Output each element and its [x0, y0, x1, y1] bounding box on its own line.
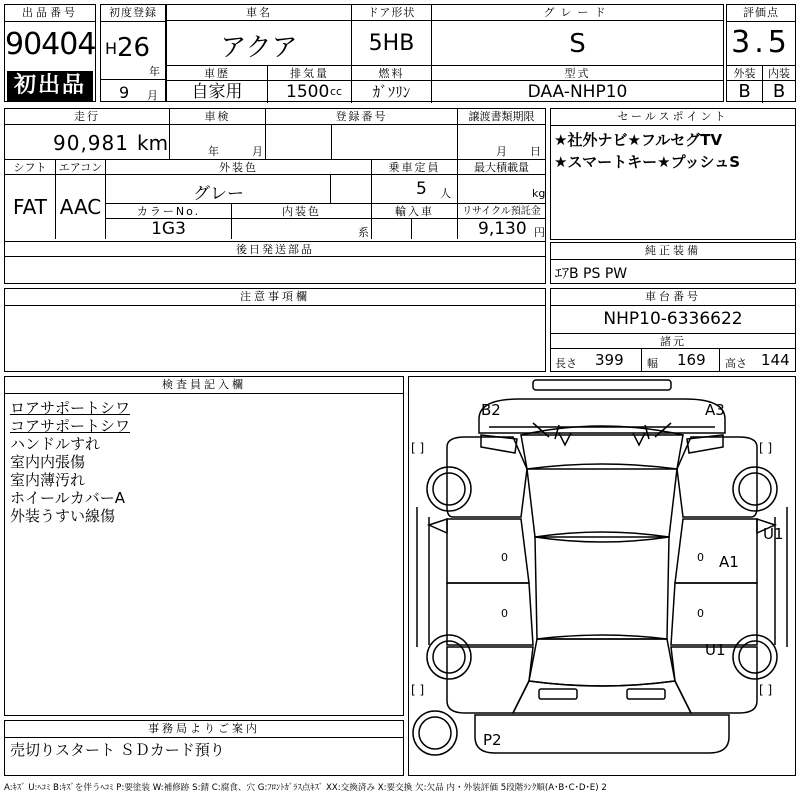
transfer-day-unit: 日 — [530, 145, 541, 158]
registration-cell — [265, 125, 457, 159]
sales-point-line-2: ★スマートキー★プッシュS — [554, 153, 741, 171]
first-registration-label: 初度登録 — [101, 5, 165, 22]
vehicle-info-grid — [166, 4, 724, 102]
load-label: 最大積載量 — [457, 159, 545, 175]
interior-grade-label: 内装 — [762, 65, 795, 81]
capacity-unit: 人 — [440, 187, 451, 200]
genuine-equipment-box — [550, 242, 796, 284]
grade-label: グレード — [431, 5, 723, 21]
zero-right-front: 0 — [697, 551, 704, 564]
year-unit: 年 — [149, 65, 160, 78]
inspection-cell — [169, 125, 265, 159]
model-value: DAA-NHP10 — [431, 81, 723, 103]
history-value: 自家用 — [191, 82, 243, 102]
dims-label: 諸元 — [551, 333, 795, 349]
inspection-year-unit: 年 — [208, 145, 219, 158]
zero-right-rear: 0 — [697, 607, 704, 620]
inspector-box — [4, 376, 404, 716]
recycle-cell — [457, 219, 545, 239]
mark-a3: A3 — [705, 401, 725, 419]
load-cell — [457, 175, 545, 203]
mark-u1-bottom: U1 — [705, 641, 726, 659]
first-registration-box — [100, 4, 166, 102]
grade-value: S — [431, 21, 723, 67]
ext-color-value: グレー — [193, 184, 244, 204]
sales-points-box — [550, 108, 796, 240]
registration-label: 登録番号 — [265, 109, 457, 125]
inspector-line-2: コアサポートシワ — [10, 417, 131, 435]
sales-points-label: セールスポイント — [551, 109, 795, 126]
int-color-cell — [231, 219, 371, 239]
capacity-value: 5 — [416, 179, 427, 199]
import-label: 輸入車 — [371, 203, 457, 219]
chassis-box — [550, 288, 796, 372]
bracket-right-top: [ ] — [759, 441, 773, 455]
chassis-value: NHP10-6336622 — [603, 309, 743, 329]
height-label: 高さ — [725, 357, 747, 370]
inspector-label: 検査員記入欄 — [5, 377, 403, 394]
color-no-label: カラーNo. — [105, 203, 231, 219]
ext-color-cell — [105, 175, 371, 203]
car-name-label: 車名 — [167, 5, 351, 21]
car-name: アクア — [220, 33, 298, 63]
zero-left-front: 0 — [501, 551, 508, 564]
import-cell — [371, 219, 457, 239]
notes-box — [4, 288, 546, 372]
transfer-label: 譲渡書類期限 — [457, 109, 545, 125]
width-label: 幅 — [647, 357, 658, 370]
ac-value: AAC — [55, 175, 105, 239]
mark-b2: B2 — [481, 401, 501, 419]
load-unit: kg — [532, 187, 546, 200]
inspector-line-7: 外装うすい線傷 — [10, 507, 116, 525]
mileage-cell — [5, 125, 169, 159]
displacement-label: 排気量 — [267, 65, 351, 81]
recycle-label: リサイクル預託金 — [457, 203, 545, 219]
capacity-cell — [371, 175, 457, 203]
mark-u1-top: U1 — [763, 525, 784, 543]
exterior-grade: B — [738, 81, 751, 102]
recycle-unit: 円 — [534, 226, 545, 239]
later-parts-label: 後日発送部品 — [5, 241, 545, 257]
displacement-unit: cc — [330, 85, 343, 98]
width-value: 169 — [677, 351, 706, 369]
office-box — [4, 720, 404, 776]
inspection-month-unit: 月 — [252, 145, 263, 158]
lot-number-box — [4, 4, 96, 102]
sales-point-line-1: ★社外ナビ★フルセグTV — [554, 131, 723, 149]
office-label: 事務局よりご案内 — [5, 721, 403, 738]
inspector-line-6: ホイールカバーA — [10, 489, 125, 507]
ac-label: エアコン — [55, 159, 105, 175]
era: H — [105, 39, 118, 58]
shift-value: FAT — [12, 195, 47, 219]
car-outline — [409, 377, 795, 775]
recycle-value: 9,130 — [478, 219, 527, 239]
height-value: 144 — [761, 351, 790, 369]
fuel-label: 燃料 — [351, 65, 431, 81]
inspector-line-4: 室内内張傷 — [10, 453, 86, 471]
displacement-value: 1500 — [286, 82, 330, 102]
fuel-value: ｶﾞｿﾘﾝ — [351, 81, 431, 103]
ext-color-label: 外装色 — [105, 159, 371, 175]
chassis-label: 車台番号 — [551, 289, 795, 306]
shift-label: シフト — [5, 159, 55, 175]
mark-p2: P2 — [483, 731, 502, 749]
model-label: 型式 — [431, 65, 723, 81]
inspector-line-5: 室内薄汚れ — [10, 471, 86, 489]
mileage-value: 90,981 — [53, 131, 129, 155]
transfer-month-unit: 月 — [496, 145, 507, 158]
notes-label: 注意事項欄 — [5, 289, 545, 306]
length-label: 長さ — [555, 357, 577, 370]
transfer-cell — [457, 125, 545, 159]
door-value: 5HB — [351, 21, 431, 67]
month-unit: 月 — [147, 89, 158, 102]
length-value: 399 — [595, 351, 624, 369]
details-grid — [4, 108, 546, 284]
inspector-line-1: ロアサポートシワ — [10, 399, 131, 417]
mileage-label: 走行 — [5, 109, 169, 125]
office-value: 売切りスタート ＳＤカード預り — [10, 741, 225, 759]
mark-a1: A1 — [719, 553, 739, 571]
exterior-grade-label: 外装 — [727, 65, 762, 81]
lot-number: 90404 — [5, 27, 96, 62]
color-no-value: 1G3 — [105, 219, 231, 239]
history-label: 車歴 — [167, 65, 267, 81]
mileage-unit: km — [137, 131, 169, 155]
bracket-left-bottom: [ ] — [411, 683, 425, 697]
door-label: ドア形状 — [351, 5, 431, 21]
score-box — [726, 4, 796, 102]
bracket-right-bottom: [ ] — [759, 683, 773, 697]
month: 9 — [119, 83, 130, 102]
dims-row — [551, 349, 795, 371]
year: 26 — [117, 33, 151, 63]
int-color-unit: 系 — [358, 226, 369, 239]
score-label: 評価点 — [727, 5, 795, 22]
lot-number-label: 出品番号 — [5, 5, 95, 22]
legend: A:ｷｽﾞ U:ﾍｺﾐ B:ｷｽﾞを伴うﾍｺﾐ P:要塗装 W:補修跡 S:錆 C:腐食、穴 G:ﾌﾛﾝﾄｶﾞﾗｽ点ｷｽﾞ XX:交換済み X:要交換 欠:欠品 内・外装評価 5段階ﾗﾝｸ順(A･B･C･D･E) 2 — [4, 783, 607, 793]
capacity-label: 乗車定員 — [371, 159, 457, 175]
first-listing-badge: 初出品 — [7, 71, 93, 101]
displacement-cell — [267, 81, 351, 103]
genuine-equipment-label: 純正装備 — [551, 243, 795, 260]
zero-left-rear: 0 — [501, 607, 508, 620]
bracket-left-top: [ ] — [411, 441, 425, 455]
inspection-label: 車検 — [169, 109, 265, 125]
car-diagram — [408, 376, 796, 776]
interior-grade: B — [762, 81, 795, 103]
genuine-equipment-value: ｴｱB PS PW — [555, 266, 628, 282]
int-color-label: 内装色 — [231, 203, 371, 219]
score-value: 3.5 — [731, 25, 791, 60]
inspector-line-3: ハンドルすれ — [10, 435, 101, 453]
